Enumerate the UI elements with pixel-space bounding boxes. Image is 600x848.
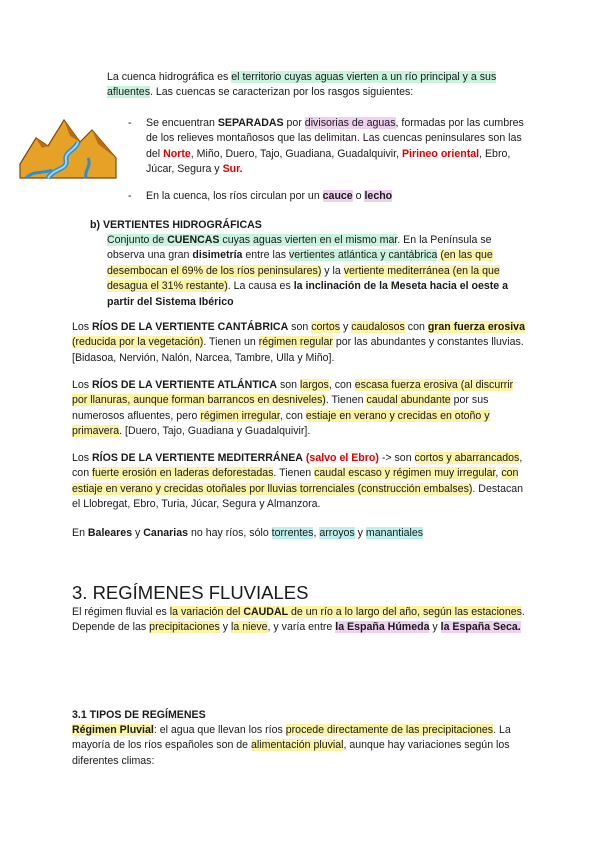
red-text: Norte [163,147,191,160]
bold-text: RÍOS DE LA VERTIENTE MEDITERRÁNEA [92,452,303,464]
atlantica-paragraph [72,378,528,440]
highlight: manantiales [365,527,424,539]
text: . Las cuencas se caracterizan por los rasgos siguientes: [150,86,414,99]
text: por sus numerosos afluentes, pero [72,394,489,422]
highlight: largos [300,379,329,391]
pluvial-paragraph [72,723,528,769]
highlight: cauce [322,190,353,202]
highlight: torrentes [271,527,314,539]
bold-text: disimetría [192,249,243,262]
text: En la cuenca, los ríos circulan por un [146,190,323,202]
text: Los [72,452,93,464]
subsection-heading: 3.1 TIPOS DE REGÍMENES [72,709,206,721]
text: , Ebro, Júcar, Segura y [146,147,511,176]
text: , [495,467,502,480]
bullet-separadas [146,116,528,178]
text: , Miño, Duero, Tajo, Guadiana, Guadalquivir, [190,147,402,160]
text: . La mayoría de los ríos españoles son de [72,724,511,752]
highlight: procede directamente de las precipitaciones [285,724,494,736]
highlight: caudalosos [351,321,405,333]
text: son [277,379,300,391]
highlight: fuerte erosión en laderas deforestadas [92,467,274,480]
highlight: precipitaciones [149,621,220,634]
text: entre las [242,249,289,262]
text: y [219,621,232,634]
text: , y varía entre [267,621,336,634]
highlight: arroyos [319,527,355,539]
bold-text: Baleares [87,527,133,539]
bullet-dash: - [128,117,132,129]
highlight: estiaje en verano y crecidas en otoño y primavera [72,409,490,438]
bold-text: RÍOS DE LA VERTIENTE ATLÁNTICA [92,379,278,391]
text: y [354,527,366,539]
text: y [340,321,352,333]
red-text: Sur. [222,163,243,176]
text: Los [72,321,93,333]
red-text: (salvo el Ebro) [305,452,379,464]
river-basin-illustration [18,112,118,180]
text: son [288,321,312,333]
text: , con [279,409,306,422]
highlight: la España Seca. [440,621,521,634]
text: , [313,527,320,539]
text: y [132,527,144,539]
text: por [283,117,305,129]
text: o [352,190,365,202]
highlight: cortos y abarrancados [414,452,520,464]
highlight: la España Húmeda [335,621,430,634]
cantabrica-paragraph [72,320,528,366]
highlight: (reducida por la vegetación) [72,336,204,349]
text: . Destacan el Llobregat, Ebro, Turia, Júcar, Segura y Almanzora. [72,482,524,511]
highlight: alimentación pluvial [251,739,344,752]
text: -> son [378,452,415,464]
bold-text: SEPARADAS [217,117,284,129]
highlight: el territorio cuyas aguas vierten a un río principal y a sus afluentes [107,71,497,99]
text: , formadas por las cumbres de los relieves montañosos que las delimitan. Las cuencas peninsulares son las del [146,117,524,160]
text: : el agua que llevan los ríos [153,724,286,736]
text: . Depende de las [72,606,525,634]
regimen-paragraph [72,605,528,636]
highlight: régimen regular [258,336,333,349]
highlight: caudal escaso y régimen muy irregular [314,467,496,480]
section-title: 3. REGÍMENES FLUVIALES [72,582,309,603]
highlight: CUENCAS [167,234,220,246]
text: En [72,527,88,539]
text: Se encuentran [146,117,218,129]
text: . Tienen [325,394,367,407]
intro-paragraph [107,70,527,101]
highlight: vertiente mediterránea (en la que desagua el 31% restante) [107,264,500,293]
red-text: Pirineo oriental [401,147,480,160]
islas-paragraph [72,526,528,541]
highlight: divisorias de aguas [304,117,396,129]
highlight: régimen irregular [200,409,280,422]
text: El régimen fluvial es [72,606,170,618]
mediterranea-paragraph [72,451,528,513]
highlight: Régimen Pluvial [72,724,154,736]
bullet-dash: - [128,190,132,202]
text: , con [328,379,355,391]
text: . Tienen [273,467,315,480]
highlight: caudal abundante [366,394,451,407]
text: . La causa es [227,280,294,293]
text: con [404,321,428,333]
highlight: la nieve [231,621,268,634]
text: y la [321,264,344,277]
text: y [429,621,441,634]
highlight: lecho [364,190,393,202]
bullet-cauce [146,189,528,204]
bold-text: RÍOS DE LA VERTIENTE CANTÁBRICA [92,321,289,333]
highlight: con estiaje en verano y crecidas otoñales por lluvias torrenciales (construcción embalses) [72,467,519,495]
text: . [Duero, Tajo, Guadiana y Guadalquivir]. [119,425,311,438]
highlight: gran fuerza erosiva [427,321,525,333]
highlight: cortos [311,321,341,333]
highlight: Conjunto de [107,234,168,246]
text: por las abundantes y constantes lluvias. [Bidasoa, Nervión, Nalón, Narcea, Tambre, Ulla y Miño]. [72,336,524,364]
highlight: escasa fuerza erosiva (al discurrir por llanuras, aunque forman barrancos en desniveles) [72,379,514,407]
highlight: de un río a lo largo del año, según las estaciones [288,606,522,618]
text: La cuenca hidrográfica es [107,71,232,83]
highlight: (en las que desembocan el 69% de los ríos peninsulares) [107,249,493,277]
bold-text: Canarias [143,527,189,539]
vertientes-paragraph [107,233,527,310]
highlight: la variación del [169,606,244,618]
text: , aunque hay variaciones según los diferentes climas: [72,739,510,767]
highlight: CAUDAL [243,606,289,618]
text: , con [72,452,523,480]
bold-text: la inclinación de la Meseta hacia el oeste a partir del Sistema Ibérico [107,280,509,308]
text: no hay ríos, sólo [188,527,272,539]
text: . En la Península se observa una gran [107,234,492,262]
highlight: vertientes atlántica y cantábrica [288,249,438,262]
text: . Tienen un [203,336,259,349]
vertientes-heading: b) VERTIENTES HIDROGRÁFICAS [90,219,262,231]
text: Los [72,379,93,391]
highlight: cuyas aguas vierten en el mismo mar [219,234,398,246]
